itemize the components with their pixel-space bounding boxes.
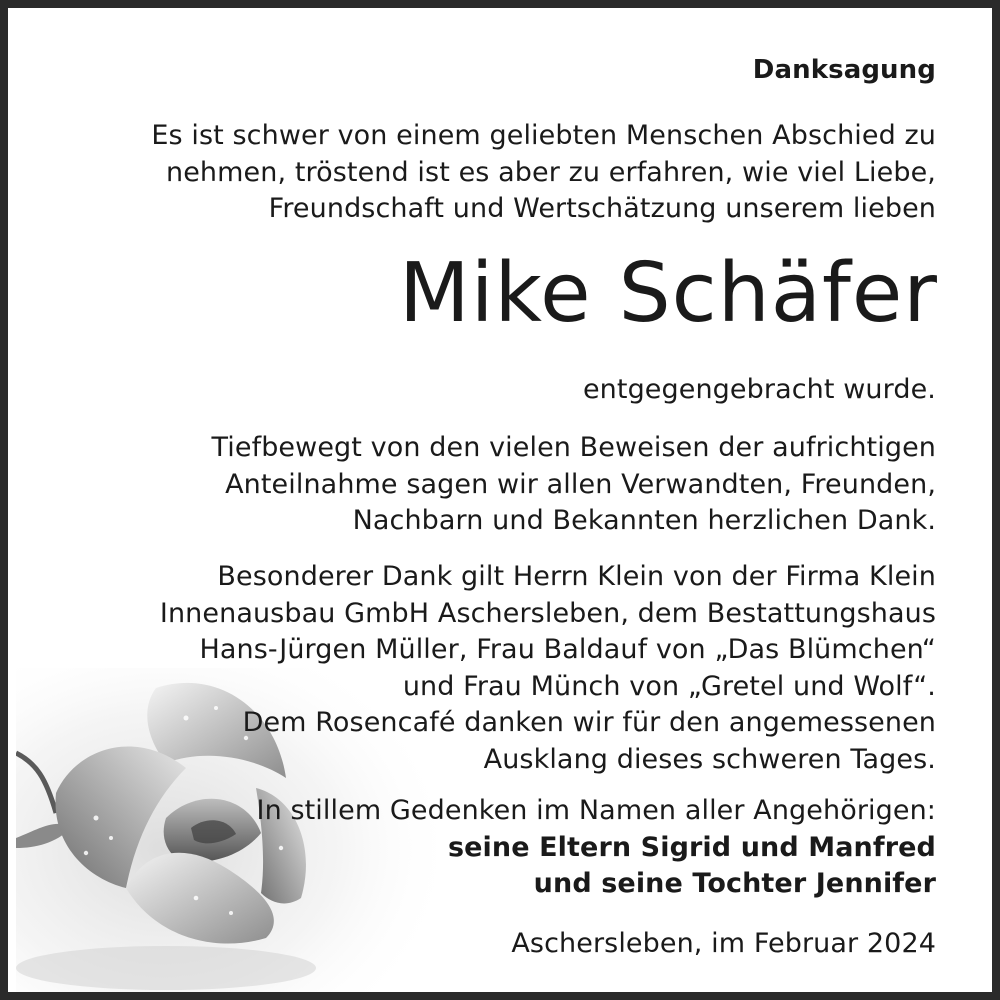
heading-danksagung: Danksagung	[752, 55, 936, 85]
special-thanks-line: Ausklang dieses schweren Tages.	[483, 743, 936, 775]
special-thanks-paragraph	[160, 559, 936, 778]
thanks-line: Nachbarn und Bekannten herzlichen Dank.	[352, 505, 936, 536]
signatory-line: seine Eltern Sigrid und Manfred	[447, 831, 936, 863]
special-thanks-line: und Frau Münch von „Gretel und Wolf“.	[402, 670, 936, 702]
intro-line: Freundschaft und Wertschätzung unserem lieben	[268, 193, 936, 224]
special-thanks-line: Innenausbau GmbH Aschersleben, dem Bestattungshaus	[159, 597, 936, 629]
thanks-line: Anteilnahme sagen wir allen Verwandten, Freunden,	[225, 468, 936, 500]
after-name-text: entgegengebracht wurde.	[582, 374, 936, 405]
closing-line: In stillem Gedenken im Namen aller Angehörigen:	[256, 795, 936, 826]
special-thanks-line: Dem Rosencafé danken wir für den angemessenen	[242, 707, 936, 738]
thanks-line: Tiefbewegt von den vielen Beweisen der aufrichtigen	[211, 432, 936, 463]
place-date: Aschersleben, im Februar 2024	[511, 928, 936, 959]
thanks-paragraph	[212, 430, 936, 540]
closing-block	[257, 793, 937, 903]
intro-line: Es ist schwer von einem geliebten Menschen Abschied zu	[151, 120, 936, 151]
special-thanks-line: Hans-Jürgen Müller, Frau Baldauf von „Das Blümchen“	[199, 634, 936, 665]
signatory-line: und seine Tochter Jennifer	[533, 868, 936, 899]
intro-paragraph	[151, 118, 936, 228]
intro-line: nehmen, tröstend ist es aber zu erfahren, wie viel Liebe,	[166, 156, 936, 188]
deceased-name: Mike Schäfer	[399, 246, 938, 341]
special-thanks-line: Besonderer Dank gilt Herrn Klein von der Firma Klein	[217, 561, 936, 592]
